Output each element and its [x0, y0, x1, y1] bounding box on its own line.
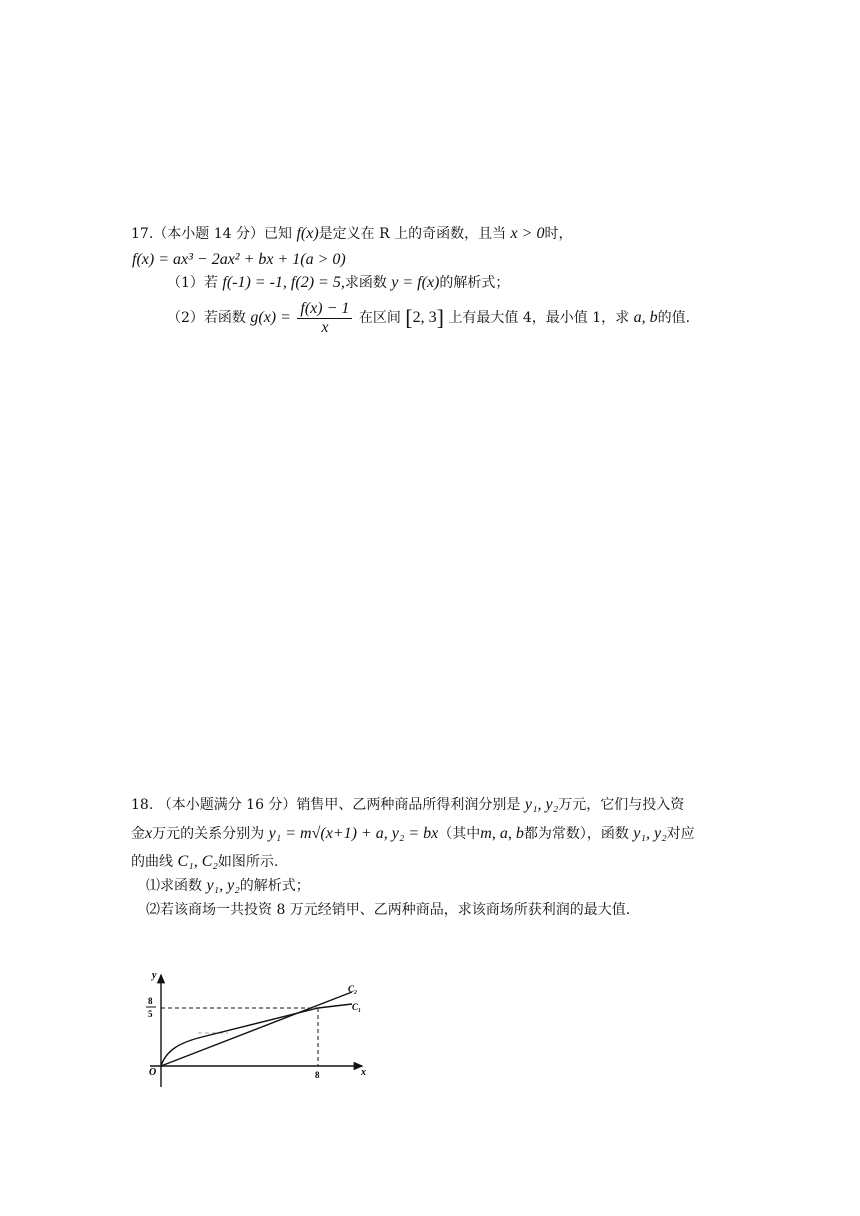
q18-figure — [130, 965, 380, 1095]
q18-p1-prefix: ⑴求函数 — [146, 878, 202, 894]
curve-c2 — [161, 992, 352, 1066]
q18-line-3 — [131, 852, 278, 872]
q18-part1 — [146, 876, 310, 896]
q18-l3-curves: C₁, C₂ — [177, 853, 218, 870]
q17-p1-fn: y = f(x) — [391, 274, 440, 291]
q18-l1-text: （本小题满分 16 分）销售甲、乙两种商品所得利润分别是 — [157, 797, 521, 813]
q17-p2-end: 的值. — [657, 310, 691, 326]
q17-formula: f(x) = ax³ − 2ax² + bx + 1(a > 0) — [132, 251, 346, 268]
q18-l2-d: 都为常数），函数 — [523, 826, 629, 842]
q17-p2-vars: a, b — [633, 309, 658, 326]
q17-header: （本小题 14 分）已知 — [153, 226, 292, 242]
q18-l2-b: 万元的关系分别为 — [152, 826, 265, 842]
q17-mid1: 是定义在 R 上的奇函数，且当 — [318, 226, 507, 242]
q17-p1-prefix: （1）若 — [167, 275, 218, 291]
q17-p2-fraction — [297, 300, 352, 337]
q17-p1-suffix: 的解析式； — [439, 275, 510, 291]
q18-line-2 — [131, 824, 695, 844]
q17-p2-prefix: （2）若函数 — [167, 310, 246, 326]
q18-l2-e: 对应 — [666, 826, 695, 842]
q18-l3-b: 如图所示. — [217, 854, 279, 870]
q18-l2-vars: y₁, y₂ — [633, 825, 667, 842]
curve-c2-label: C₂ — [348, 984, 358, 994]
q18-p1-vars: y₁, y₂ — [206, 877, 240, 894]
q18-l2-c: （其中 — [438, 826, 481, 842]
q17-line-1 — [131, 224, 572, 244]
y-tick-denominator: 5 — [148, 1009, 153, 1019]
q18-l2-formula: y₁ = m√(x+1) + a, y₂ = bx — [268, 825, 439, 842]
y-axis-label: y — [152, 970, 157, 981]
q17-p1-mid: 求函数 — [344, 275, 387, 291]
q18-line-1 — [131, 795, 684, 815]
q18-l1-vars: y₁, y₂ — [524, 796, 559, 813]
q18-l2-consts: m, a, b — [480, 825, 524, 842]
q17-fx: f(x) — [296, 225, 319, 242]
q17-part1 — [167, 273, 509, 293]
origin-label: O — [149, 1067, 157, 1078]
q18-part2: ⑵若该商场一共投资 8 万元经销甲、乙两种商品，求该商场所获利润的最大值. — [146, 902, 631, 918]
q17-cond: x > 0 — [510, 225, 545, 242]
curve-c1 — [161, 1004, 352, 1066]
q17-bracket-right: ] — [436, 305, 444, 330]
q17-p2-numerator: f(x) − 1 — [297, 300, 352, 319]
y-tick-numerator: 8 — [148, 996, 153, 1006]
q17-p1-cond: f(-1) = -1, f(2) = 5, — [222, 274, 345, 291]
q17-part2 — [167, 298, 690, 338]
q18-l3-a: 的曲线 — [131, 854, 173, 870]
q18-l1-tail: 万元，它们与投入资 — [558, 797, 685, 813]
q17-tail1: 时， — [544, 226, 573, 242]
q18-number: 18. — [131, 797, 154, 813]
q18-l2-a: 金 — [131, 826, 145, 842]
q17-p2-g: g(x) = — [250, 309, 291, 326]
q17-bracket-left: [ — [405, 305, 413, 330]
q17-p2-mid: 在区间 — [358, 310, 401, 326]
curve-c1-label: C₁ — [352, 1002, 362, 1012]
x-tick-8: 8 — [315, 1070, 320, 1080]
x-axis-label: x — [361, 1067, 366, 1078]
q17-p2-denominator: x — [321, 318, 329, 336]
q17-number: 17. — [131, 226, 154, 242]
q18-p1-suffix: 的解析式； — [239, 878, 310, 894]
q18-l2-x: x — [145, 825, 153, 842]
q17-p2-interval: 2, 3 — [412, 309, 437, 326]
q17-p2-suffix: 上有最大值 4，最小值 1，求 — [448, 310, 630, 326]
